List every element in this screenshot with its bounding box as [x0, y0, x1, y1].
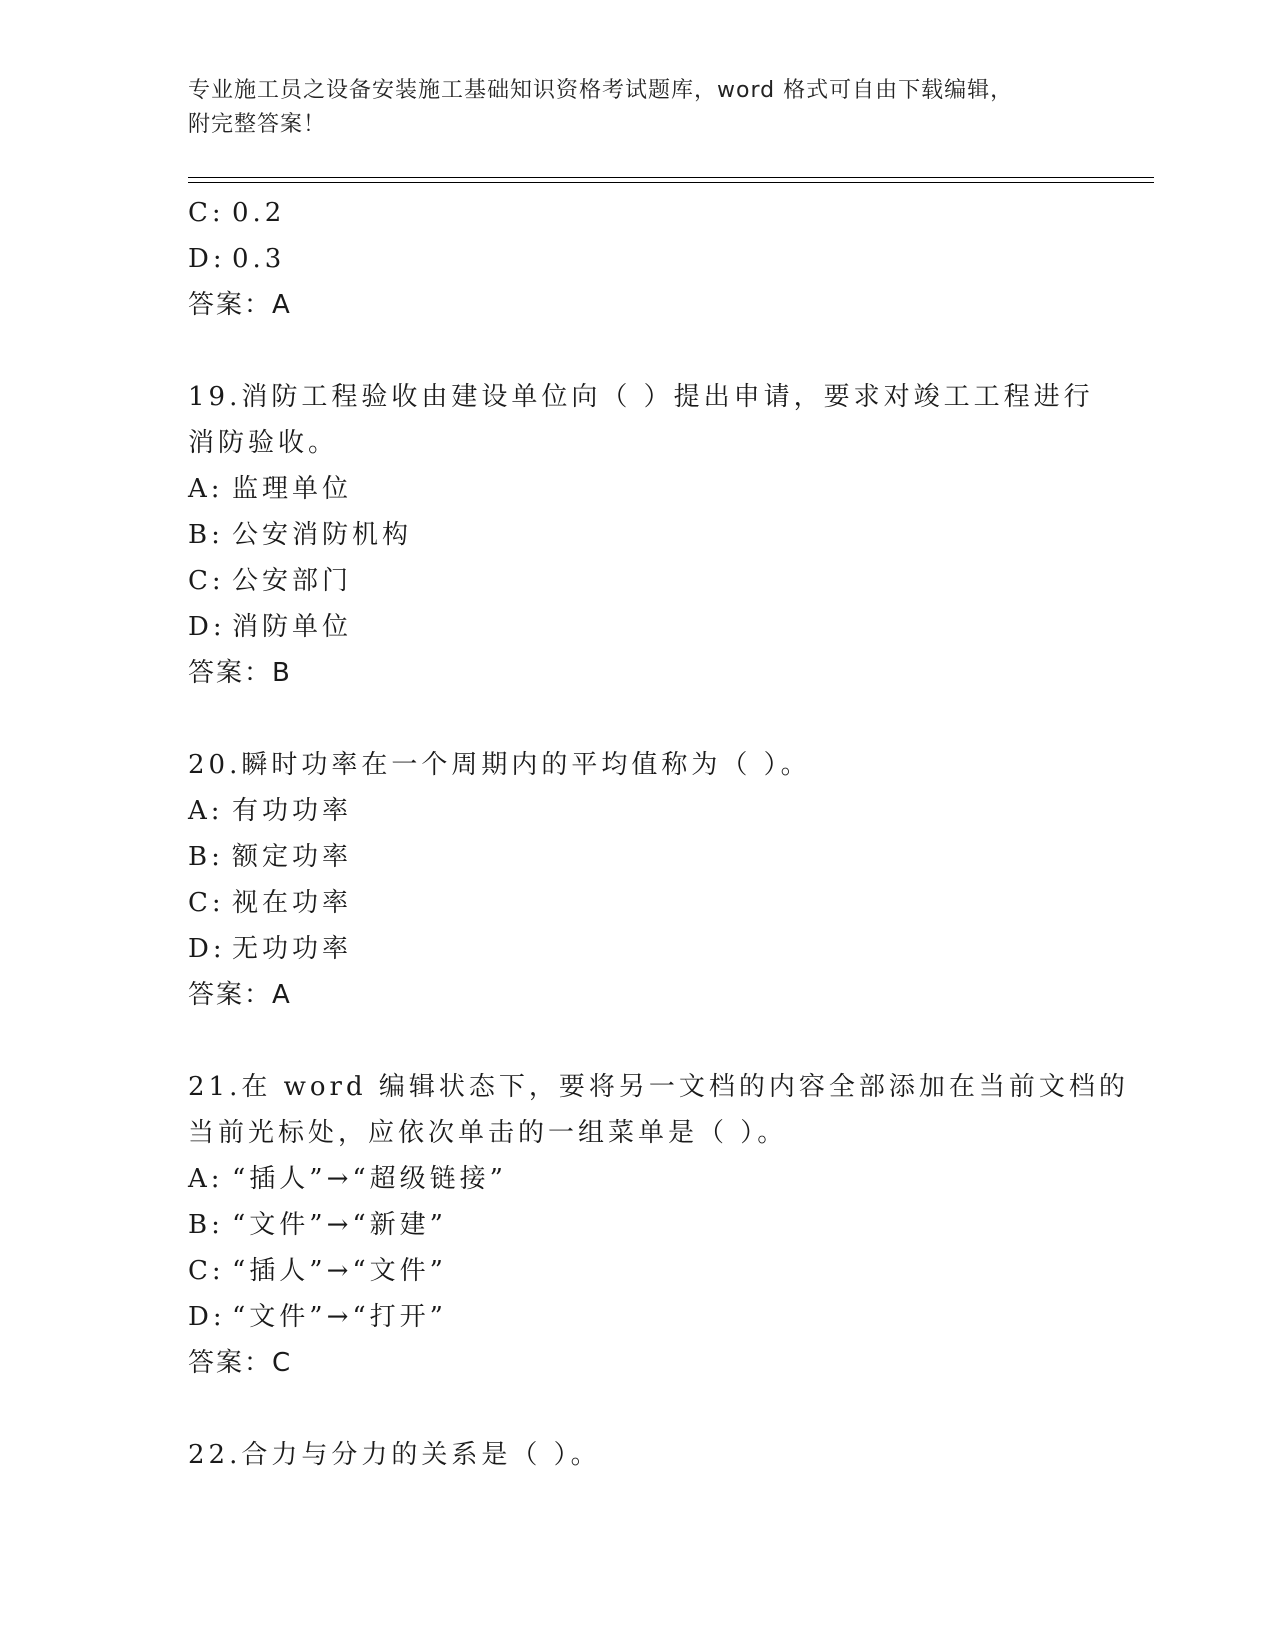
option-a: A: 监理单位	[188, 474, 353, 504]
question-text-continued: 消防验收。	[188, 428, 339, 458]
option-a: A: 有功功率	[188, 796, 353, 826]
option-c: C: 公安部门	[188, 566, 353, 596]
option-b: B: 额定功率	[188, 842, 353, 872]
header-divider-top	[188, 177, 1154, 178]
answer-line: 答案：A	[188, 980, 292, 1010]
option-b: B: “文件”→“新建”	[188, 1210, 447, 1240]
answer-line: 答案：B	[188, 658, 292, 688]
spacer	[188, 1386, 1088, 1432]
header-line-1: 专业施工员之设备安装施工基础知识资格考试题库，word 格式可自由下载编辑，	[188, 78, 1014, 103]
question-text: 19.消防工程验收由建设单位向（ ）提出申请，要求对竣工工程进行	[188, 382, 1094, 412]
question-text: 20.瞬时功率在一个周期内的平均值称为（ ）。	[188, 750, 811, 780]
question-22	[188, 1432, 1088, 1478]
question-19	[188, 374, 1094, 696]
answer-line: 答案：A	[188, 290, 292, 320]
spacer	[188, 1018, 1088, 1064]
option-d: D: 0.3	[188, 244, 286, 274]
header-divider-bottom	[188, 182, 1154, 183]
option-c: C: 视在功率	[188, 888, 353, 918]
option-d: D: 消防单位	[188, 612, 353, 642]
answer-line: 答案：C	[188, 1348, 293, 1378]
option-c: C: 0.2	[188, 198, 286, 228]
question-text-continued: 当前光标处，应依次单击的一组菜单是（ ）。	[188, 1118, 788, 1148]
spacer	[188, 696, 1088, 742]
option-d: D: 无功功率	[188, 934, 353, 964]
option-b: B: 公安消防机构	[188, 520, 413, 550]
spacer	[188, 328, 1088, 374]
page-header	[188, 74, 1088, 142]
header-line-2: 附完整答案！	[188, 112, 327, 137]
question-text: 22.合力与分力的关系是（ ）。	[188, 1440, 601, 1470]
option-a: A: “插人”→“超级链接”	[188, 1164, 507, 1194]
question-text: 21.在 word 编辑状态下，要将另一文档的内容全部添加在当前文档的	[188, 1072, 1129, 1102]
question-20	[188, 742, 1088, 1018]
option-d: D: “文件”→“打开”	[188, 1302, 447, 1332]
option-c: C: “插人”→“文件”	[188, 1256, 447, 1286]
question-continuation	[188, 190, 1088, 328]
question-21	[188, 1064, 1129, 1386]
question-content	[188, 190, 1129, 1478]
